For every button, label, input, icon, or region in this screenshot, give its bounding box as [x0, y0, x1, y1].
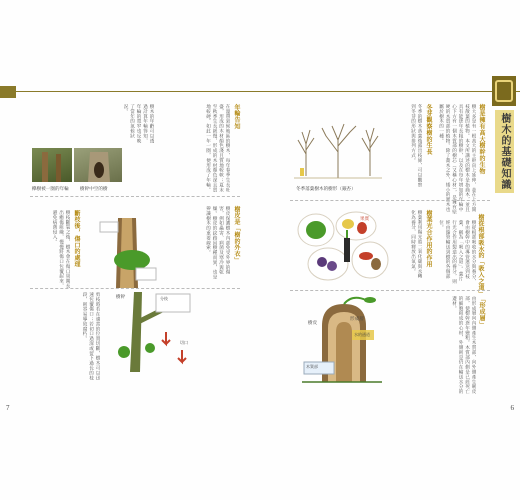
- left-heading-bark: 樹皮是「樹的外衣」: [233, 206, 240, 264]
- trunk-label-water: 水的通道: [354, 332, 370, 337]
- pruning-svg: [104, 292, 194, 372]
- trunk-label-bark: 樹皮: [308, 321, 318, 326]
- cut-label-branch: 分枝: [160, 296, 168, 301]
- winter-tree-caption: 冬季落葉樹木的樹形（銀杏）: [296, 187, 356, 192]
- zelkova-caption: 櫸樹被一圈的年輪: [32, 187, 69, 192]
- chapter-badge: [492, 76, 516, 106]
- winter-tree-illustration: [292, 110, 384, 184]
- section-body-leaves: 樹葉利用陽光將二氧化碳與水轉化為養分，同時釋放出氧氣。: [410, 210, 422, 279]
- section-heading-1: 樹是擁有高大樹幹的生物: [478, 104, 485, 175]
- section-heading-3: 「形成層」: [478, 296, 485, 328]
- winter-tree-svg: [292, 110, 384, 184]
- badge-icon: [495, 80, 513, 102]
- top-rule: [0, 91, 520, 92]
- pruning-illustration: [104, 292, 194, 372]
- leaf-function-svg: [294, 208, 392, 284]
- left-header-tab: [0, 86, 16, 98]
- fruit-label: 果實: [360, 217, 370, 222]
- section-body-3: 由形成層向內側產生木質部，向外側產生韌皮部，使樹幹逐年變粗。木質部內側是已經死亡的細胞組成的心材，外側則是仍在輸送水分的邊材。: [451, 296, 476, 394]
- bark-svg: [96, 218, 160, 288]
- trunk-structure-svg: [292, 296, 392, 384]
- left-divider-2: [30, 288, 240, 289]
- right-divider-2: [290, 290, 490, 291]
- left-divider: [30, 196, 240, 197]
- section-heading-leaves: 樹葉光合作用的作用: [425, 210, 432, 268]
- left-body-wound: 樹枝斷裂之後，樹木會在傷口周圍長出癒傷組織，慢慢將傷口包覆起來，避免病菌侵入。: [52, 210, 70, 289]
- left-heading-rings: 年輪告知: [233, 104, 240, 130]
- bark-illustration: [96, 218, 160, 288]
- page-number-right: 6: [510, 404, 514, 412]
- left-body-bark: 樹皮保護樹木內部免受外界的傷害，例如蟲害、病菌及寒冷與乾燥。樹皮的紋路因樹種而異，也是辨識樹木的重要線索。: [205, 206, 230, 280]
- section-body-buds: 冬季的樹木落葉後露出枝條，可以觀察到冬芽的形狀與排列方式。: [410, 104, 422, 188]
- trunk-label-cambium: 形成層: [350, 317, 364, 322]
- hollow-tree-photo: [74, 148, 122, 182]
- hollow-tree-caption: 樹幹中空的樹: [80, 187, 108, 192]
- right-divider: [290, 200, 490, 201]
- section-heading-buds: 冬芽觀察樹的生長: [425, 104, 432, 156]
- page-number-left: 7: [6, 404, 10, 412]
- section-heading-2: 樹從根部吸水的「吸入之道」: [477, 214, 484, 298]
- zelkova-photo: [32, 148, 72, 182]
- section-body-1: 樹大多是有一根高大的主幹向上延伸，並在上方開枝散葉的植物。本文所講述的樹木是指喬木，並且具有能逐年長粗的樹幹，以及在每年增加的年輪中心下方有一個木質部的樹芯（又稱心材），是擁有堅硬的木質部的植物。除了喬木之外，矮小的灌木也屬於樹木的一種。: [438, 104, 476, 215]
- chapter-title: 樹木的基礎知識: [495, 110, 514, 193]
- hollow-tree-photo-svg: [74, 148, 122, 182]
- left-body-pruning: 剪枝時若在適當的位置切斷，樹木可以迅速包覆傷口；若切口過深或留下過長的枝段，則容易導致腐朽。: [82, 292, 100, 381]
- zelkova-photo-svg: [32, 148, 72, 182]
- left-body-rings: 在溫帶氣候地區的樹木，每年春季生長旺盛，形成的木材顏色淺且質地較軟；夏末至秋季生長緩慢，形成的木材顏色深且質地較硬。如此一年一圈，便形成了年輪。: [205, 104, 230, 193]
- left-heading-wound: 斷枝後，傷口的處理: [73, 210, 80, 268]
- section-body-2: 樹從根部吸收的水分與養分，會由樹幹中的導管運送到枝葉，稱為「吸入之道」。葉片行光合作用製造出的養分，則經由篩管輸送到樹的各個部位。: [438, 220, 476, 284]
- cut-label-cut: 切口: [180, 340, 188, 345]
- cut-label-trunk: 樹幹: [116, 295, 126, 300]
- trunk-structure-illustration: [292, 296, 392, 384]
- trunk-note: 木質部: [306, 364, 318, 369]
- left-body-rings-cont: 樹木的年齡可以透過計算年輪得知，年輪的寬窄也反映了當年的氣候狀況。: [123, 104, 154, 144]
- leaf-function-illustration: [294, 208, 392, 284]
